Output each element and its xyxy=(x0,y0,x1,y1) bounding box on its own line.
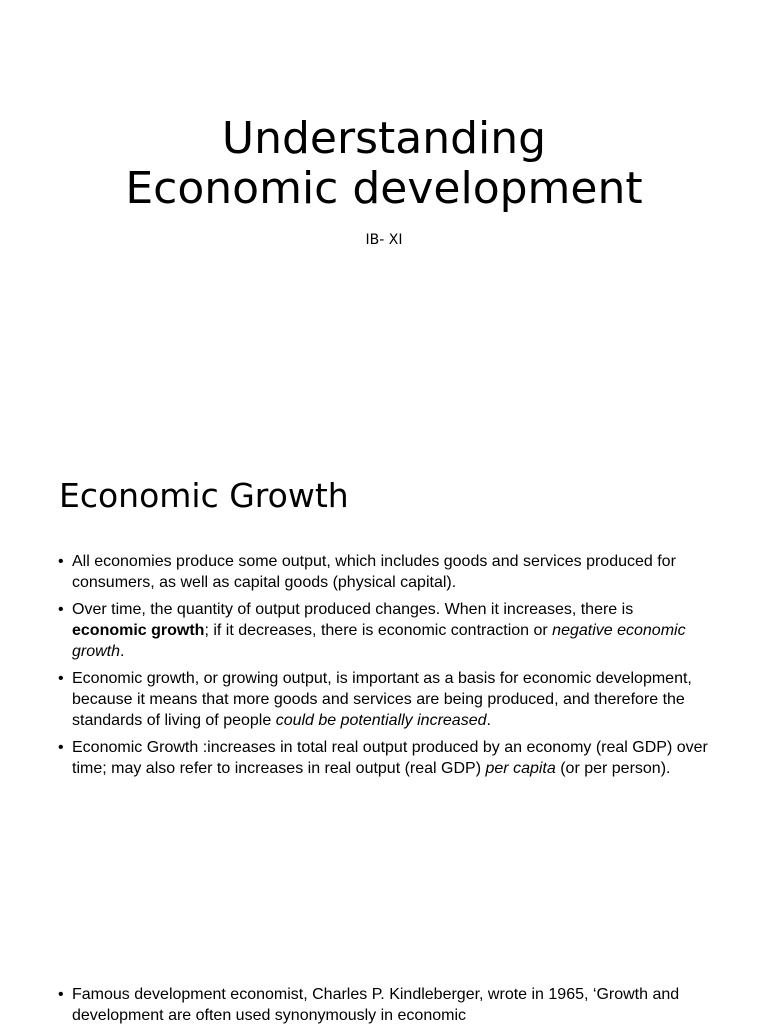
bullet-text: All economies produce some output, which includes goods and services produced for consumers, as well as capital goods (physical capital). xyxy=(72,553,676,591)
bullet-item xyxy=(58,668,708,731)
bullet-marker: • xyxy=(58,739,64,756)
main-title-line-1: Understanding xyxy=(221,113,547,164)
bullet-text: Famous development economist, Charles P. Kindleberger, wrote in 1965, ‘Growth and development are often used synonymously in economic xyxy=(72,986,680,1024)
main-title xyxy=(0,114,768,214)
bullet-text: ; if it decreases, there is economic contraction or xyxy=(204,622,553,639)
economic-growth-slide xyxy=(0,432,768,864)
bullet-item xyxy=(58,551,708,593)
kindleberger-slide xyxy=(0,864,768,1024)
bullet-marker: • xyxy=(58,986,64,1003)
title-block xyxy=(0,114,768,214)
bullet-marker: • xyxy=(58,553,64,570)
main-title-line-2: Economic development xyxy=(125,163,643,214)
bullet-item xyxy=(58,737,708,779)
bullet-item xyxy=(58,599,708,662)
bullet-marker: • xyxy=(58,670,64,687)
bullet-text: Economic Growth :increases in total real output produced by an economy (real GDP) over time; may also refer to increases in real output (real GDP) xyxy=(72,739,708,777)
bold-term: economic growth xyxy=(72,622,205,639)
section-heading: Economic Growth xyxy=(59,476,349,515)
bullet-text: . xyxy=(120,643,125,660)
bullet-text: Economic growth, or growing output, is important as a basis for economic development, because it means that more goods and services are being produced, and therefore the standards of living of people xyxy=(72,670,692,729)
bullet-list xyxy=(58,984,708,1024)
italic-term: could be potentially increased xyxy=(275,712,487,729)
bullet-item xyxy=(58,984,708,1024)
subtitle: IB- XI xyxy=(365,232,403,248)
italic-term: negative economic growth xyxy=(72,622,686,660)
bullet-text: Over time, the quantity of output produced changes. When it increases, there is xyxy=(72,601,634,618)
bullet-text: (or per person). xyxy=(555,760,671,777)
bullet-list xyxy=(58,551,708,785)
italic-term: per capita xyxy=(485,760,556,777)
bullet-text: . xyxy=(486,712,491,729)
bullet-marker: • xyxy=(58,601,64,618)
title-slide xyxy=(0,0,768,432)
